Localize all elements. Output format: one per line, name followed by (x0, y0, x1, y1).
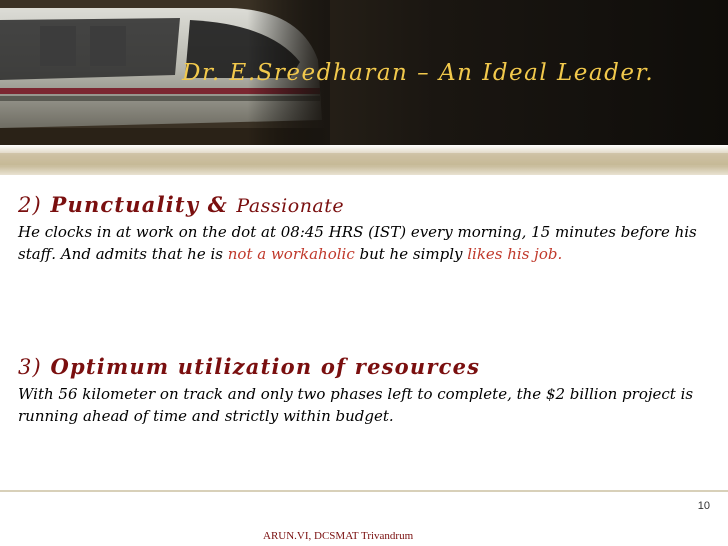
section-heading (18, 192, 708, 217)
header-divider-line (0, 153, 728, 165)
section-heading-bold: Optimum utilization of resources (50, 354, 481, 379)
body-text-1: He clocks in at work on the dot at 08:45 HRS (IST) every morning, 15 minutes before his staff. And admits that he is (18, 223, 697, 263)
highlight-not-workaholic: not a workaholic (227, 245, 355, 263)
section-number: 3) (18, 355, 42, 379)
slide-title: Dr. E.Sreedharan – An Ideal Leader. (182, 60, 655, 86)
footer-divider (0, 490, 728, 492)
header-banner (0, 0, 728, 145)
section-punctuality (18, 192, 708, 265)
section-heading (18, 354, 708, 379)
page-number: 10 (697, 500, 710, 512)
section-heading-bold: Punctuality & (50, 192, 228, 217)
section-resources (18, 354, 708, 427)
highlight-likes-job: likes his job. (467, 245, 563, 263)
section-heading-plain: Passionate (236, 195, 345, 217)
section-number: 2) (18, 193, 42, 217)
footer-credit: ARUN.VI, DCSMAT Trivandrum (263, 530, 414, 542)
section-body (18, 221, 708, 265)
body-text-2: but he simply (354, 245, 468, 263)
section-body: With 56 kilometer on track and only two phases left to complete, the $2 billion project is running ahead of time and strictly within budget. (18, 385, 694, 425)
